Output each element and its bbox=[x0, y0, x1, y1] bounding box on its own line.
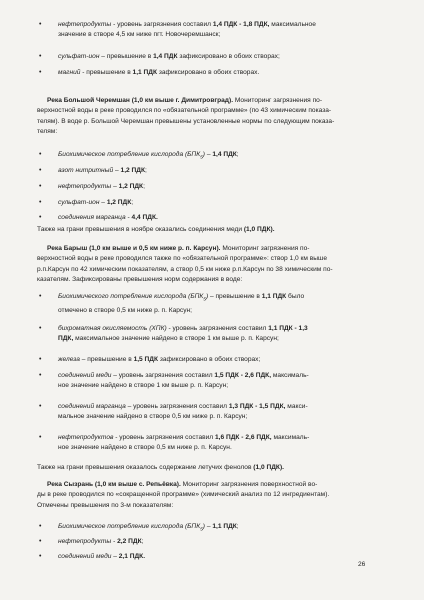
bullet-marker: • bbox=[39, 356, 42, 363]
text-line bbox=[58, 150, 358, 164]
text-run: Отмечены превышения по 3-м показателям: bbox=[37, 501, 174, 509]
text-run: бихроматная окисляемость (ХПК) bbox=[58, 325, 167, 332]
text-run: Река Сызрань (1,0 км выше с. Репьёвка). bbox=[47, 481, 181, 488]
text-run: Биохимическое потребление кислорода (БПК bbox=[58, 151, 201, 158]
text-line bbox=[37, 463, 385, 473]
text-run: – bbox=[204, 151, 213, 158]
text-run: нефтепродукты bbox=[58, 538, 112, 545]
bullet-marker: • bbox=[39, 53, 42, 60]
text-run: 1,1 ПДК - 1,3 bbox=[268, 325, 308, 332]
text-run: ; bbox=[131, 199, 134, 206]
text-run: железа bbox=[58, 356, 80, 363]
bullet-marker: • bbox=[39, 372, 42, 379]
bullet-item bbox=[39, 324, 358, 345]
text-run: (1,0 ПДК). bbox=[253, 464, 284, 471]
text-run: сульфат-ион bbox=[58, 53, 100, 60]
text-run: 2,1 ПДК. bbox=[118, 553, 146, 560]
text-run: отмечено в створе 0,5 км ниже р. п. Карсун; bbox=[58, 306, 192, 314]
bullet-marker: • bbox=[39, 21, 42, 28]
bullet-item bbox=[39, 150, 358, 164]
text-run: ; bbox=[236, 523, 239, 530]
text-run: – bbox=[111, 553, 119, 560]
bullet-marker: • bbox=[39, 214, 42, 221]
bullet-marker: • bbox=[39, 167, 42, 174]
text-run: 1,2 ПДК bbox=[106, 199, 132, 206]
text-run: ное значение найдено в створе 0,5 км ниже р. п. Карсун. bbox=[58, 444, 232, 452]
text-run: (1,0 ПДК). bbox=[243, 226, 275, 233]
text-run: телям: bbox=[37, 128, 58, 136]
text-run: соединений марганца bbox=[58, 403, 126, 410]
text-run: мальное значение найдено в створе 0,5 км ниже р. п. Карсун; bbox=[58, 413, 248, 421]
text-run: Река Барыш (1,0 км выше и 0,5 км ниже р. п. Карсун). bbox=[47, 245, 221, 252]
bullet-item bbox=[39, 537, 358, 547]
text-run: - превышение в bbox=[80, 69, 133, 76]
text-run: 1,4 ПДК bbox=[153, 53, 178, 60]
text-run: 1,3 ПДК - 1,5 ПДК, bbox=[228, 403, 286, 410]
text-line bbox=[58, 443, 358, 453]
bullet-item bbox=[39, 213, 358, 223]
text-line bbox=[37, 244, 385, 254]
paragraph bbox=[37, 96, 385, 138]
text-run: Мониторинг загрязнения по- bbox=[220, 245, 310, 252]
text-run: 2,2 ПДК bbox=[117, 538, 142, 545]
text-run: ное значение найдено в створе 1 км выше р. п. Карсун; bbox=[58, 382, 229, 390]
text-run: магний bbox=[58, 69, 81, 76]
paragraph bbox=[37, 244, 385, 286]
paragraph bbox=[37, 225, 385, 235]
text-run: – bbox=[113, 167, 121, 174]
text-run: зафиксировано в обоих створах; bbox=[158, 356, 261, 363]
text-line bbox=[37, 96, 385, 106]
text-run: ; bbox=[145, 167, 147, 174]
text-line bbox=[37, 265, 385, 275]
bullet-item bbox=[39, 371, 358, 392]
text-run: верхностной воды в реке проводился по «обязательной программе» (по 43 химическим показа- bbox=[37, 107, 332, 115]
bullet-marker: • bbox=[39, 151, 42, 158]
text-run: – превышение в bbox=[208, 293, 262, 300]
text-run: телям). В воде р. Большой Черемшан превышены установленные нормы по следующим показа- bbox=[37, 117, 335, 125]
text-line bbox=[58, 292, 358, 306]
text-run: сульфат-ион bbox=[58, 199, 100, 206]
bullet-marker: • bbox=[39, 325, 42, 332]
bullet-marker: • bbox=[39, 553, 42, 560]
text-line bbox=[58, 522, 358, 536]
text-run: - bbox=[111, 538, 118, 545]
bullet-marker: • bbox=[39, 199, 42, 206]
text-line bbox=[37, 254, 385, 264]
text-run: 1,2 ПДК bbox=[120, 167, 146, 174]
bullet-item bbox=[39, 20, 358, 41]
text-run: ПДК, bbox=[58, 335, 74, 343]
text-run: 1,2 ПДК bbox=[118, 183, 144, 190]
text-run: – уровень загрязнения составил bbox=[111, 372, 215, 379]
text-run: ; bbox=[236, 151, 239, 158]
text-run: ) bbox=[202, 151, 205, 158]
text-run: - bbox=[125, 214, 132, 221]
text-run: - уровень загрязнения составил bbox=[111, 21, 213, 28]
text-run: ды в реке проводился по «сокращенной программе» (химический анализ по 12 ингредиентам). bbox=[37, 491, 330, 499]
text-line bbox=[58, 68, 358, 78]
text-line bbox=[37, 127, 385, 137]
bullet-item bbox=[39, 52, 358, 62]
text-line bbox=[58, 334, 358, 344]
text-line bbox=[37, 117, 385, 127]
text-run: ; bbox=[143, 183, 145, 190]
text-line bbox=[58, 402, 358, 412]
text-run: – bbox=[99, 199, 107, 206]
text-run: - уровень загрязнения составил bbox=[113, 434, 215, 441]
text-line bbox=[37, 106, 385, 116]
text-run: 1,1 ПДК bbox=[132, 69, 157, 76]
text-line bbox=[58, 371, 358, 381]
bullet-marker: • bbox=[39, 538, 42, 545]
text-run: было bbox=[286, 293, 305, 300]
text-run: – превышение в bbox=[79, 356, 134, 363]
text-run: Биохимическое потребление кислорода (БПК bbox=[58, 523, 201, 530]
bullet-item bbox=[39, 166, 358, 176]
text-line bbox=[58, 306, 358, 316]
text-line bbox=[58, 30, 358, 40]
bullet-item bbox=[39, 402, 358, 423]
text-line bbox=[58, 20, 358, 30]
text-run: - уровень загрязнения составил bbox=[166, 325, 269, 332]
bullet-item bbox=[39, 355, 358, 365]
text-run: максимальное значение найдено в створе 1 км выше р. п. Карсун; bbox=[73, 335, 279, 343]
text-run: нефтепродукты bbox=[58, 21, 112, 28]
text-run: соединения марганца bbox=[58, 214, 126, 221]
text-run: Также на грани превышения в ноябре оказались соединения меди bbox=[37, 226, 244, 233]
bullet-item bbox=[39, 552, 358, 562]
text-line bbox=[58, 166, 358, 176]
text-line bbox=[58, 433, 358, 443]
text-run: максималь- bbox=[271, 372, 309, 379]
bullet-item bbox=[39, 182, 358, 192]
text-run: соединений меди bbox=[58, 553, 112, 560]
text-run: ) bbox=[205, 293, 209, 300]
text-run: – bbox=[204, 523, 213, 530]
text-line bbox=[58, 381, 358, 391]
text-line bbox=[37, 490, 385, 500]
text-run: 5 bbox=[203, 297, 206, 303]
text-run: Мониторинг загрязнения по- bbox=[233, 97, 323, 104]
text-run: Мониторинг загрязнения поверхностной во- bbox=[180, 481, 318, 488]
text-run: 1,5 ПДК bbox=[133, 356, 159, 363]
text-line bbox=[58, 213, 358, 223]
text-run: 1,5 ПДК - 2,6 ПДК, bbox=[214, 372, 272, 379]
text-run: Также на грани превышения оказалось содержание летучих фенолов bbox=[37, 464, 254, 471]
text-line bbox=[58, 355, 358, 365]
text-line bbox=[58, 552, 358, 562]
text-line bbox=[37, 275, 385, 285]
text-run: казателям. Зафиксированы превышения норм содержания в воде: bbox=[37, 276, 243, 284]
text-line bbox=[37, 501, 385, 511]
bullet-item bbox=[39, 522, 358, 536]
bullet-item bbox=[39, 68, 358, 78]
bullet-item bbox=[39, 292, 358, 316]
text-run: зафиксировано в обоих створах; bbox=[177, 53, 280, 60]
text-run: 5 bbox=[200, 155, 203, 161]
bullet-marker: • bbox=[39, 293, 42, 300]
text-run: ; bbox=[141, 538, 144, 545]
text-line bbox=[37, 480, 385, 490]
text-run: – bbox=[111, 183, 119, 190]
text-line bbox=[58, 412, 358, 422]
bullet-marker: • bbox=[39, 434, 42, 441]
text-run: максималь- bbox=[271, 434, 310, 441]
paragraph bbox=[37, 480, 385, 511]
text-run: соединений меди bbox=[58, 372, 112, 379]
text-run: макси- bbox=[285, 403, 308, 410]
text-line bbox=[58, 52, 358, 62]
text-line bbox=[58, 182, 358, 192]
text-line bbox=[37, 225, 385, 235]
text-run: 1,4 ПДК bbox=[212, 151, 237, 158]
bullet-item bbox=[39, 433, 358, 454]
bullet-item bbox=[39, 198, 358, 208]
text-run: р.п.Карсун по 42 химическим показателям, а створ 0,5 км ниже р.п.Карсун по 38 химическим по- bbox=[37, 265, 333, 273]
text-run: Река Большой Черемшан (1,0 км выше г. Димитровград). bbox=[47, 97, 234, 104]
text-run: ) bbox=[202, 523, 205, 530]
text-run: нефтепродуктов bbox=[58, 434, 114, 441]
text-run: 1,6 ПДК - 2,6 ПДК, bbox=[215, 434, 272, 441]
text-run: нефтепродукты bbox=[58, 183, 112, 190]
bullet-marker: • bbox=[39, 403, 42, 410]
text-run: верхностной воды в реке проводился также по «обязательной программе»: створ 1,0 км выше bbox=[37, 255, 327, 263]
text-run: 5 bbox=[200, 527, 203, 533]
text-run: Биохимического потребление кислорода (БПК bbox=[58, 293, 204, 300]
text-run: 1,4 ПДК - 1,8 ПДК, bbox=[212, 21, 270, 28]
text-run: максимальное bbox=[269, 21, 316, 28]
text-line bbox=[58, 198, 358, 208]
text-run: 1,1 ПДК bbox=[212, 523, 237, 530]
bullet-marker: • bbox=[39, 69, 42, 76]
text-run: азот нитритный bbox=[58, 167, 114, 174]
text-line bbox=[58, 324, 358, 334]
paragraph bbox=[37, 463, 385, 473]
text-run: зафиксировано в обоих створах. bbox=[157, 69, 260, 76]
page-number: 26 bbox=[358, 561, 366, 568]
text-run: значение в створе 4,5 км ниже пгт. Новочеремшанск; bbox=[58, 31, 221, 39]
text-run: – превышение в bbox=[99, 53, 154, 60]
bullet-marker: • bbox=[39, 183, 42, 190]
bullet-marker: • bbox=[39, 523, 42, 530]
text-run: 1,1 ПДК bbox=[261, 293, 287, 300]
text-run: 4,4 ПДК. bbox=[131, 214, 158, 221]
text-run: – уровень загрязнения составил bbox=[125, 403, 229, 410]
text-line bbox=[58, 537, 358, 547]
